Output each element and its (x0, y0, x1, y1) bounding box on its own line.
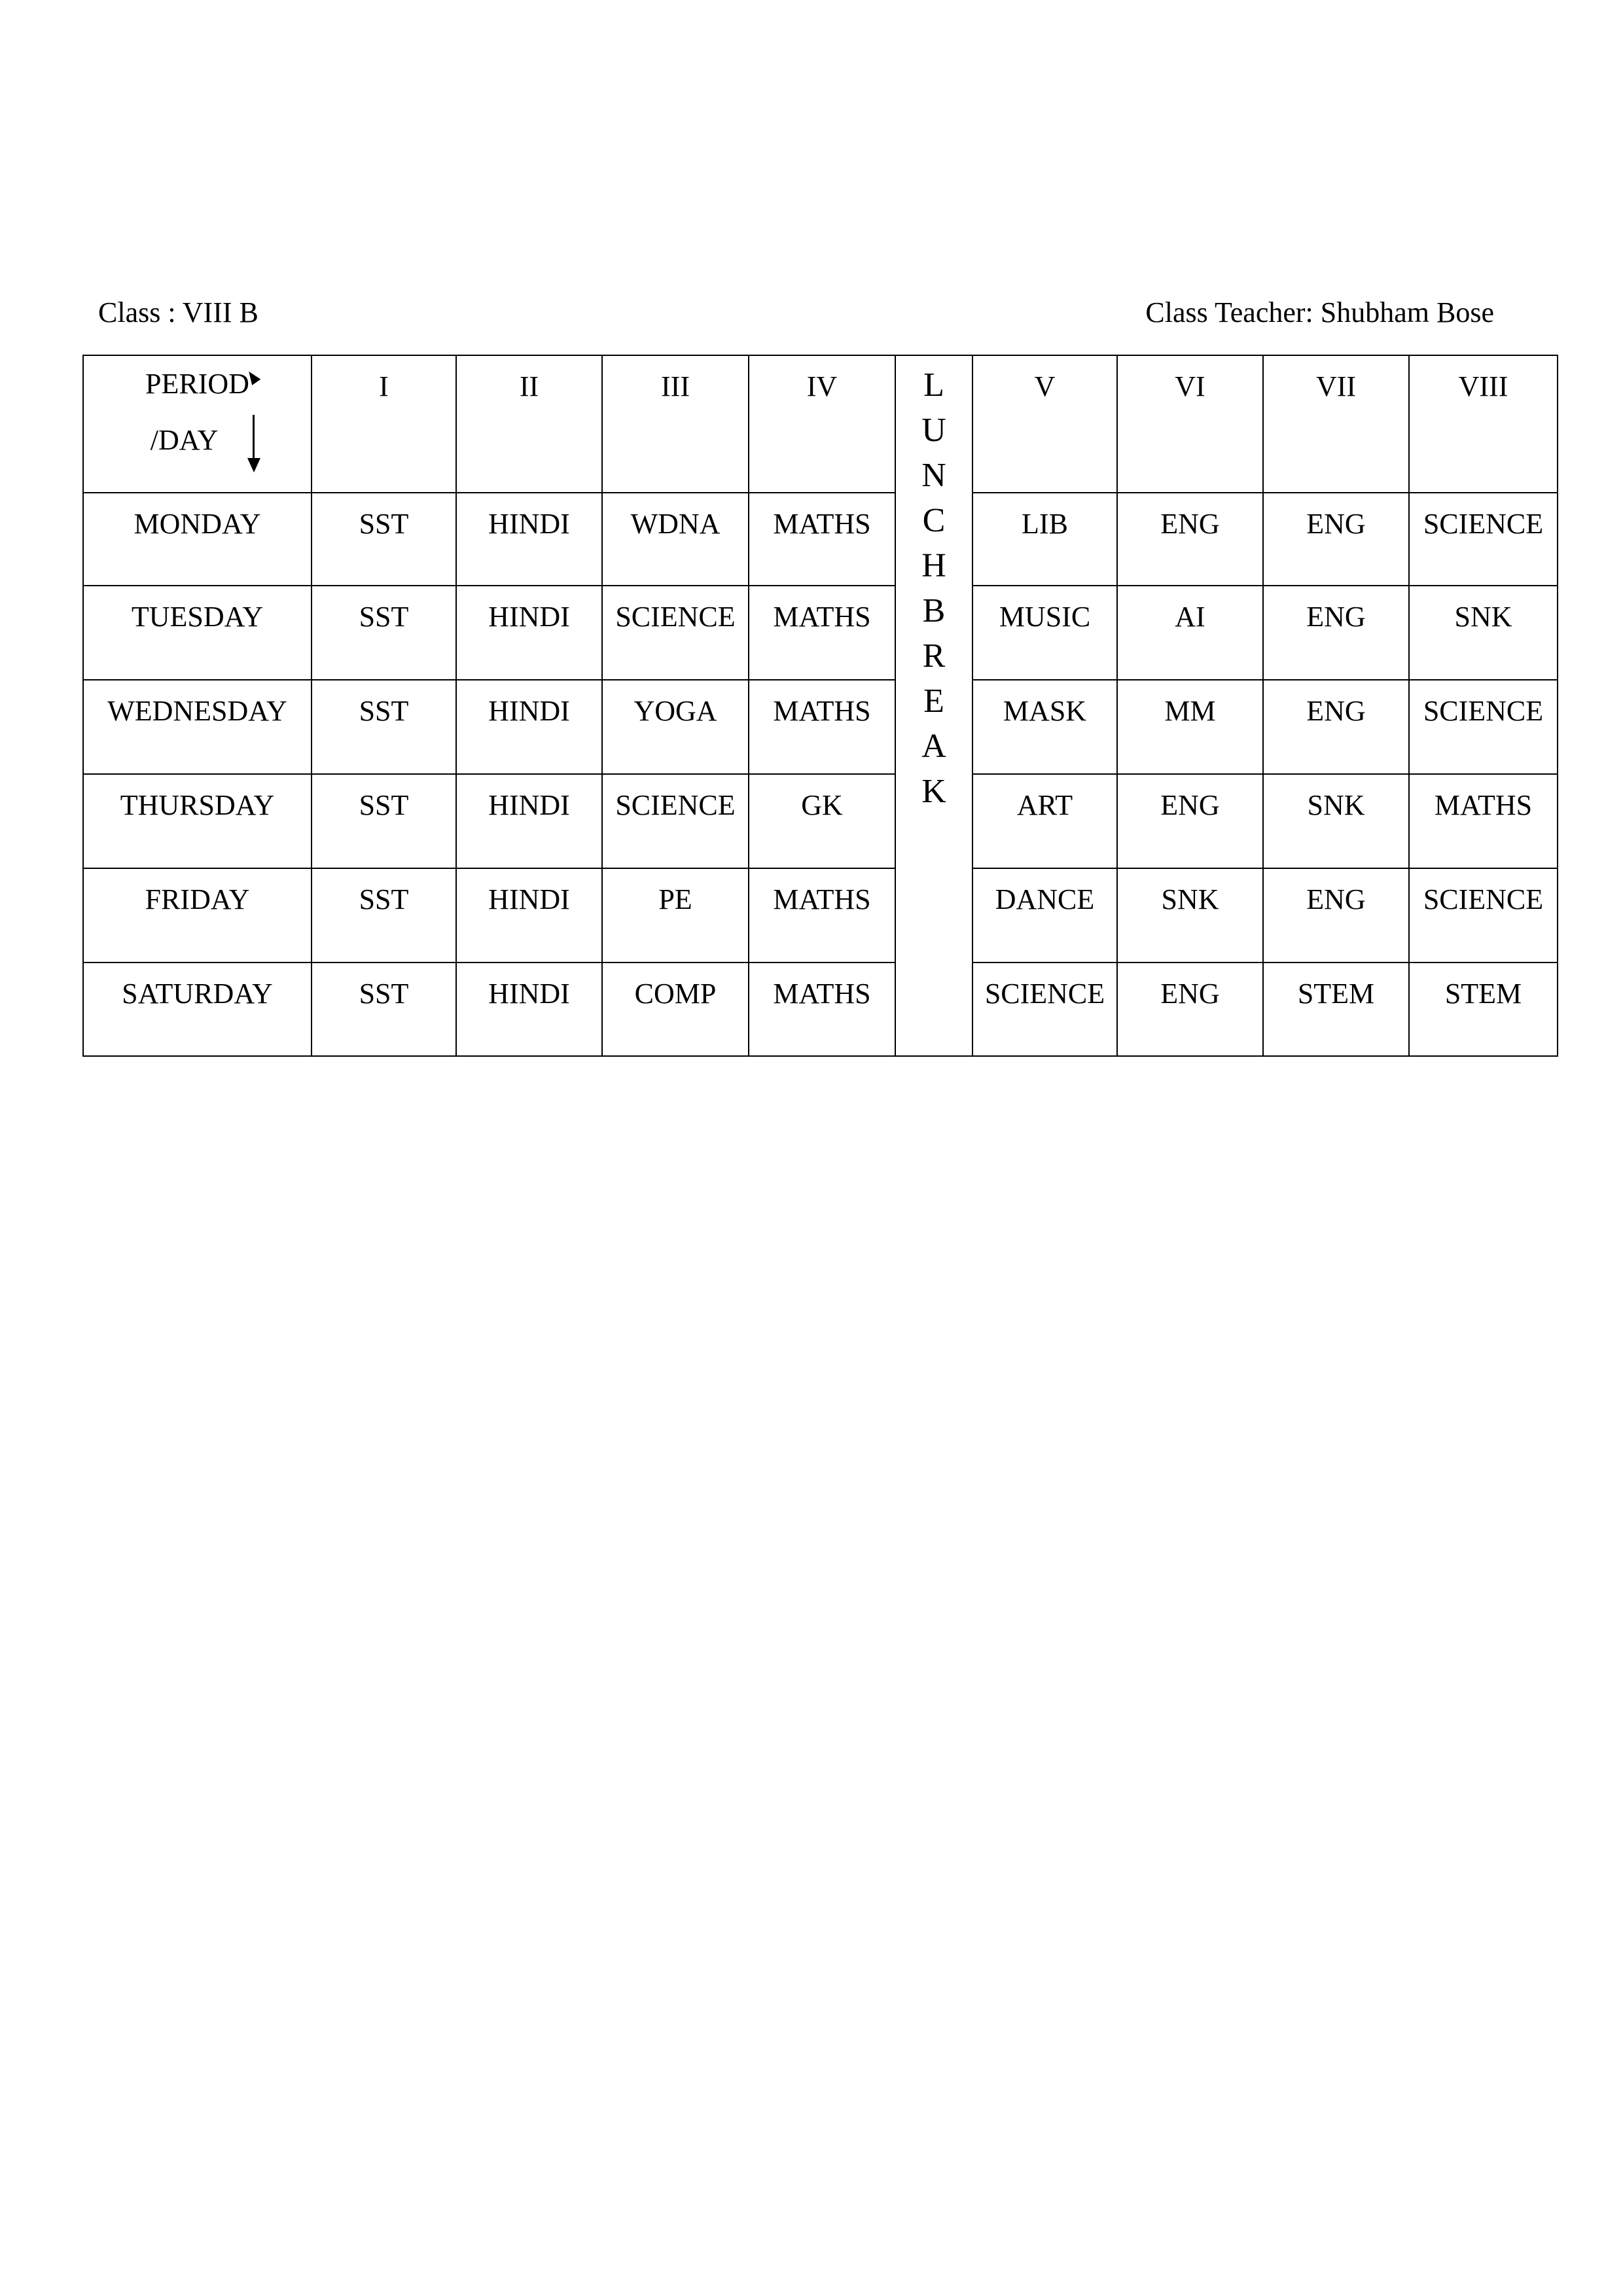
subject-cell: MATHS (749, 868, 895, 963)
subject-cell: SST (312, 493, 456, 586)
subject-cell: MATHS (749, 963, 895, 1056)
subject-cell: SCIENCE (602, 586, 749, 680)
subject-cell: MATHS (749, 493, 895, 586)
period-header: III (602, 355, 749, 493)
subject-cell: SCIENCE (972, 963, 1117, 1056)
subject-cell: ART (972, 774, 1117, 868)
period-header: VIII (1409, 355, 1558, 493)
day-cell: FRIDAY (83, 868, 312, 963)
header-row (83, 355, 1558, 493)
subject-cell: YOGA (602, 680, 749, 774)
day-cell: TUESDAY (83, 586, 312, 680)
subject-cell: LIB (972, 493, 1117, 586)
subject-cell: ENG (1117, 774, 1263, 868)
lunch-break-letter: K (921, 773, 946, 810)
lunch-break-letter: N (921, 457, 946, 494)
subject-cell: SNK (1117, 868, 1263, 963)
subject-cell: MM (1117, 680, 1263, 774)
day-cell: MONDAY (83, 493, 312, 586)
lunch-break-letter: L (923, 366, 944, 404)
subject-cell: GK (749, 774, 895, 868)
lunch-break-column (895, 355, 972, 1056)
subject-cell: HINDI (456, 680, 602, 774)
subject-cell: HINDI (456, 493, 602, 586)
timetable (82, 355, 1558, 1057)
subject-cell: ENG (1263, 493, 1409, 586)
table-row (83, 774, 1558, 868)
subject-cell: WDNA (602, 493, 749, 586)
subject-cell: MATHS (749, 586, 895, 680)
period-day-corner (83, 355, 312, 493)
subject-cell: PE (602, 868, 749, 963)
day-cell: WEDNESDAY (83, 680, 312, 774)
subject-cell: ENG (1117, 493, 1263, 586)
subject-cell: AI (1117, 586, 1263, 680)
period-header: IV (749, 355, 895, 493)
period-header: I (312, 355, 456, 493)
subject-cell: SST (312, 963, 456, 1056)
period-header: II (456, 355, 602, 493)
lunch-break-text (896, 362, 972, 814)
day-cell: SATURDAY (83, 963, 312, 1056)
subject-cell: MUSIC (972, 586, 1117, 680)
subject-cell: MASK (972, 680, 1117, 774)
day-label: /DAY (150, 424, 219, 456)
subject-cell: HINDI (456, 586, 602, 680)
lunch-break-letter: H (921, 547, 946, 584)
lunch-break-letter: A (921, 728, 946, 765)
subject-cell: ENG (1263, 680, 1409, 774)
subject-cell: SST (312, 774, 456, 868)
subject-cell: MATHS (749, 680, 895, 774)
period-header: VI (1117, 355, 1263, 493)
subject-cell: SNK (1409, 586, 1558, 680)
period-header: VII (1263, 355, 1409, 493)
subject-cell: STEM (1263, 963, 1409, 1056)
subject-cell: SST (312, 868, 456, 963)
subject-cell: SST (312, 680, 456, 774)
subject-cell: MATHS (1409, 774, 1558, 868)
subject-cell: ENG (1263, 586, 1409, 680)
subject-cell: SCIENCE (1409, 868, 1558, 963)
lunch-break-letter: C (922, 502, 946, 539)
subject-cell: ENG (1117, 963, 1263, 1056)
subject-cell: SCIENCE (1409, 493, 1558, 586)
table-row (83, 680, 1558, 774)
period-header: V (972, 355, 1117, 493)
subject-cell: SST (312, 586, 456, 680)
lunch-break-letter: R (922, 637, 946, 675)
day-cell: THURSDAY (83, 774, 312, 868)
subject-cell: COMP (602, 963, 749, 1056)
table-row (83, 963, 1558, 1056)
lunch-break-letter: U (921, 412, 946, 449)
period-label: PERIOD (145, 368, 249, 400)
subject-cell: SNK (1263, 774, 1409, 868)
subject-cell: HINDI (456, 868, 602, 963)
subject-cell: STEM (1409, 963, 1558, 1056)
subject-cell: ENG (1263, 868, 1409, 963)
table-row (83, 493, 1558, 586)
table-row (83, 868, 1558, 963)
subject-cell: DANCE (972, 868, 1117, 963)
subject-cell: SCIENCE (602, 774, 749, 868)
lunch-break-letter: E (923, 682, 944, 720)
subject-cell: HINDI (456, 774, 602, 868)
subject-cell: SCIENCE (1409, 680, 1558, 774)
arrow-down-head-icon (247, 458, 260, 472)
table-row (83, 586, 1558, 680)
subject-cell: HINDI (456, 963, 602, 1056)
arrow-down-icon (253, 415, 255, 461)
class-label: Class : VIII B (98, 296, 259, 328)
class-teacher-label: Class Teacher: Shubham Bose (1145, 296, 1494, 328)
lunch-break-letter: B (922, 592, 946, 629)
